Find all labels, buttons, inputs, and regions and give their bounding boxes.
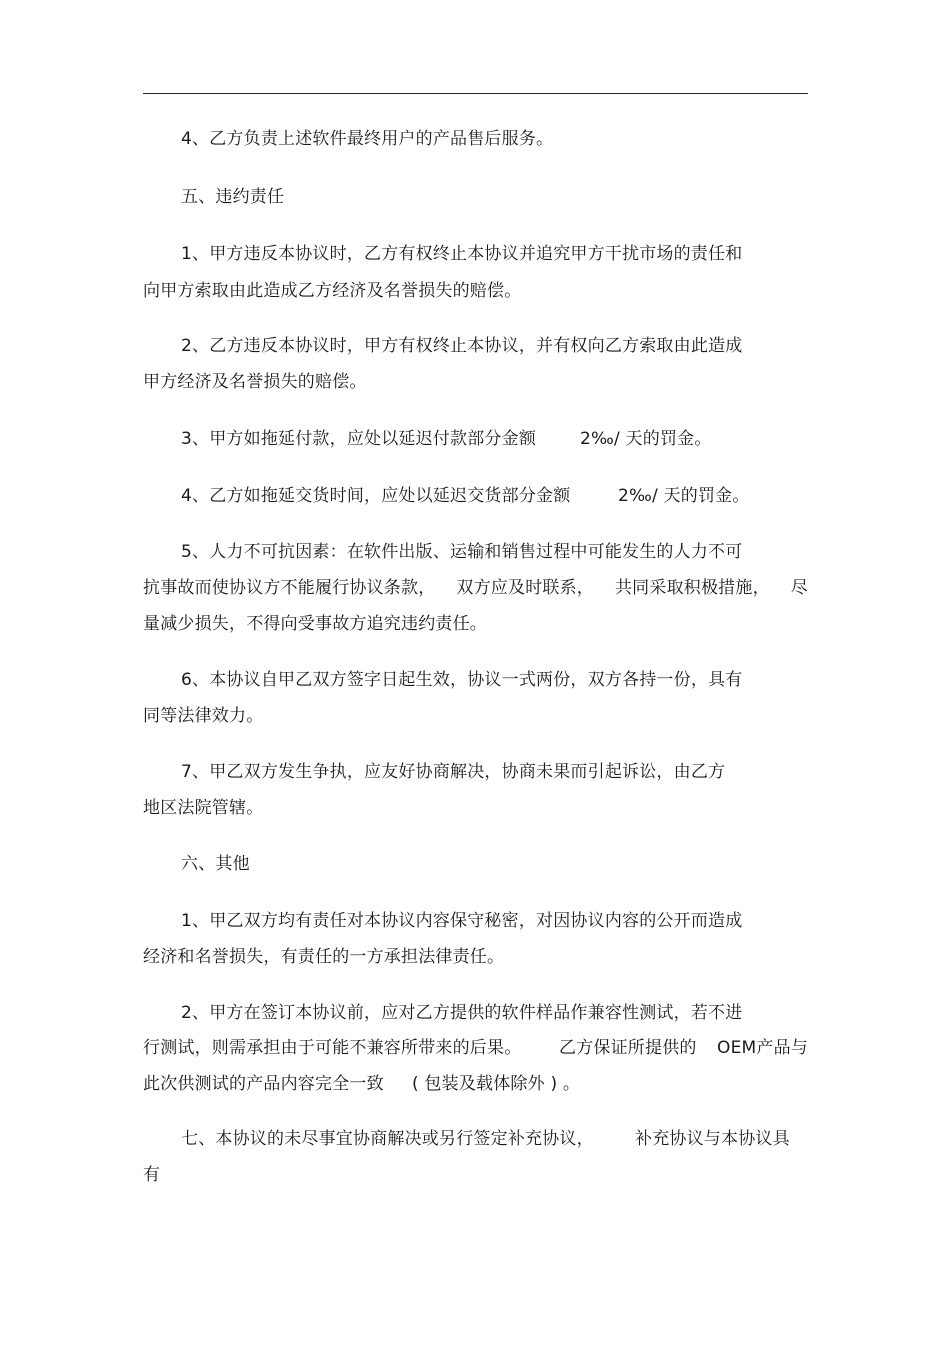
- other-clause-2-line-3-b: ( 包装及载体除外 ) 。: [412, 1074, 581, 1094]
- breach-clause-5-line-1: 5、人力不可抗因素：在软件出版、运输和销售过程中可能发生的人力不可: [181, 542, 743, 562]
- clause-4-text: 4、乙方负责上述软件最终用户的产品售后服务。: [181, 129, 554, 149]
- breach-clause-1-line-2: 向甲方索取由此造成乙方经济及名誉损失的赔偿。: [143, 281, 522, 301]
- other-clause-2-line-2-b: 乙方保证所提供的: [559, 1038, 697, 1058]
- breach-clause-5-line-2: [143, 577, 808, 599]
- breach-clause-3-text: 3、甲方如拖延付款，应处以延迟付款部分金额: [181, 429, 537, 449]
- other-clause-2-line-1: 2、甲方在签订本协议前，应对乙方提供的软件样品作兼容性测试，若不进: [181, 1003, 743, 1023]
- breach-clause-5-segment-b: 双方应及时联系，: [456, 578, 594, 598]
- breach-clause-6-line-2: 同等法律效力。: [143, 706, 264, 726]
- breach-clause-4-rate: 2‰/ 天的罚金。: [618, 486, 750, 506]
- other-clause-2-line-2-c: OEM产品与: [717, 1038, 808, 1058]
- breach-clause-7-line-2: 地区法院管辖。: [143, 798, 264, 818]
- other-clause-2-line-3: 此次供测试的产品内容完全一致: [143, 1074, 384, 1094]
- header-rule: [143, 93, 808, 94]
- breach-clause-5-segment-a: 抗事故而使协议方不能履行协议条款，: [143, 578, 436, 598]
- breach-clause-1-line-1: 1、甲方违反本协议时，乙方有权终止本协议并追究甲方干扰市场的责任和: [181, 244, 743, 264]
- section-seven-line-1: 七、本协议的未尽事宜协商解决或另行签定补充协议，: [181, 1129, 594, 1149]
- breach-clause-4-text: 4、乙方如拖延交货时间，应处以延迟交货部分金额: [181, 486, 571, 506]
- breach-clause-3-rate: 2‰/ 天的罚金。: [580, 429, 712, 449]
- section-six-heading: 六、其他: [181, 854, 250, 874]
- section-seven-line-1-b: 补充协议与本协议具: [635, 1129, 790, 1149]
- other-clause-1-line-1: 1、甲乙双方均有责任对本协议内容保守秘密，对因协议内容的公开而造成: [181, 911, 743, 931]
- section-seven-line-2: 有: [143, 1165, 161, 1185]
- breach-clause-2-line-2: 甲方经济及名誉损失的赔偿。: [143, 372, 367, 392]
- other-clause-1-line-2: 经济和名誉损失，有责任的一方承担法律责任。: [143, 947, 505, 967]
- breach-clause-5-segment-c: 共同采取积极措施，: [614, 578, 770, 598]
- breach-clause-2-line-1: 2、乙方违反本协议时，甲方有权终止本协议，并有权向乙方索取由此造成: [181, 336, 743, 356]
- breach-clause-5-segment-d: 尽: [790, 578, 808, 598]
- section-five-heading: 五、违约责任: [181, 187, 285, 207]
- breach-clause-7-line-1: 7、甲乙双方发生争执，应友好协商解决，协商未果而引起诉讼，由乙方: [181, 762, 726, 782]
- other-clause-2-line-2: 行测试，则需承担由于可能不兼容所带来的后果。: [143, 1038, 522, 1058]
- breach-clause-5-line-3: 量减少损失，不得向受事故方追究违约责任。: [143, 614, 487, 634]
- breach-clause-6-line-1: 6、本协议自甲乙双方签字日起生效，协议一式两份，双方各持一份，具有: [181, 670, 743, 690]
